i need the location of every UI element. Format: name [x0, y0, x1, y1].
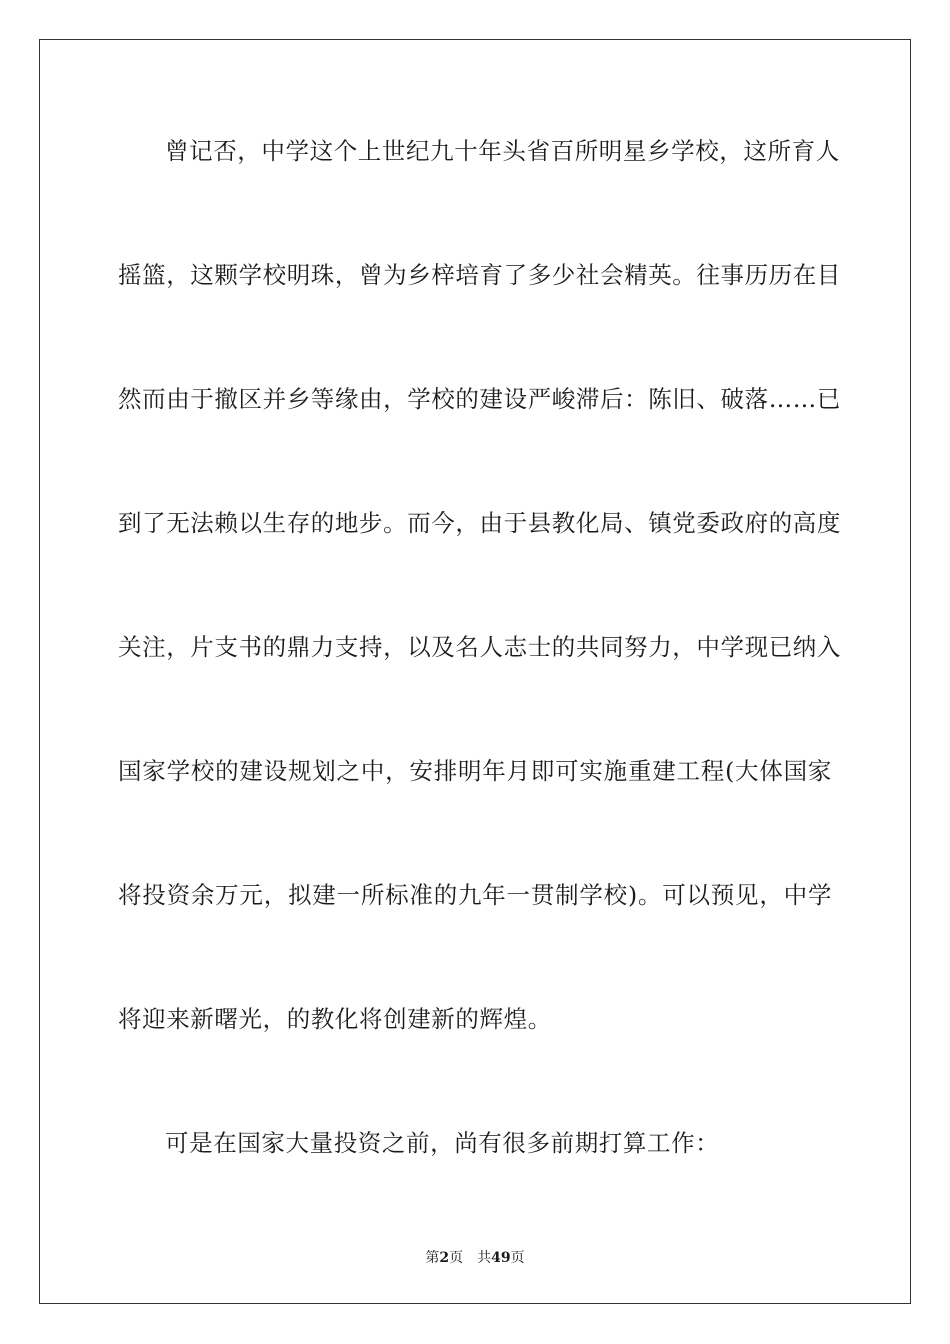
- paragraph-line-5: 关注，片支书的鼎力支持，以及名人志士的共同努力，中学现已纳入: [118, 633, 841, 661]
- paragraph-line-2: 摇篮，这颗学校明珠，曾为乡梓培育了多少社会精英。往事历历在目: [118, 261, 841, 289]
- total-prefix: 共: [477, 1250, 492, 1266]
- paragraph-line-1: 曾记否，中学这个上世纪九十年头省百所明星乡学校，这所育人: [165, 137, 840, 165]
- total-pages: 49: [491, 1250, 511, 1266]
- paragraph-line-6: 国家学校的建设规划之中，安排明年月即可实施重建工程(大体国家: [118, 757, 832, 785]
- paragraph-line-4: 到了无法赖以生存的地步。而今，由于县教化局、镇党委政府的高度: [118, 509, 841, 537]
- paragraph-line-3: 然而由于撤区并乡等缘由，学校的建设严峻滞后：陈旧、破落……已: [118, 385, 841, 413]
- page-border: [39, 39, 911, 1304]
- paragraph-line-8: 将迎来新曙光，的教化将创建新的辉煌。: [118, 1005, 552, 1033]
- page-suffix: 页: [449, 1250, 464, 1266]
- total-suffix: 页: [510, 1250, 525, 1266]
- paragraph-line-9: 可是在国家大量投资之前，尚有很多前期打算工作：: [165, 1129, 720, 1157]
- page-number: 2: [439, 1250, 450, 1266]
- paragraph-line-7: 将投资余万元，拟建一所标准的九年一贯制学校)。可以预见，中学: [118, 881, 832, 909]
- page-footer: [0, 1249, 950, 1267]
- page-prefix: 第: [425, 1250, 440, 1266]
